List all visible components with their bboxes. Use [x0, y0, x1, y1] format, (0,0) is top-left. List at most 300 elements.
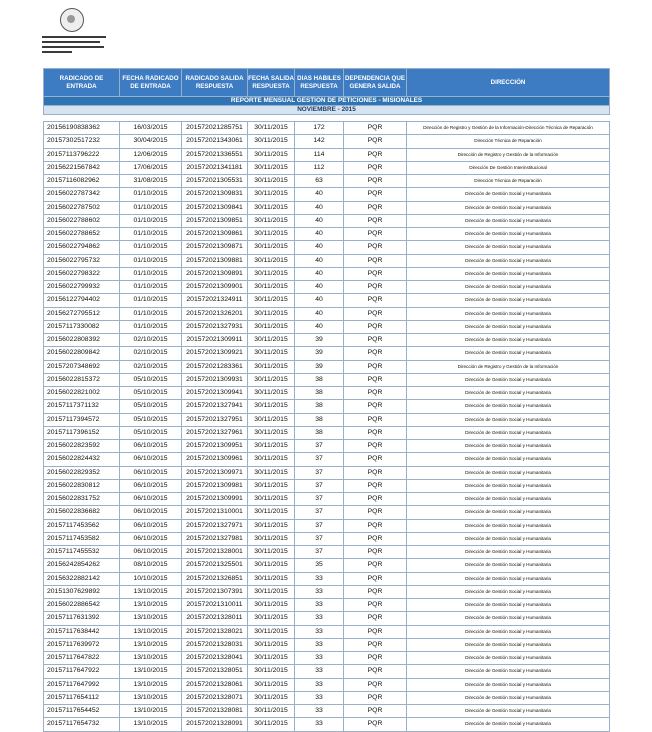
table-row	[44, 678, 610, 691]
cell-fecha-salida: 30/11/2015	[248, 334, 295, 347]
table-row	[44, 466, 610, 479]
table-row	[44, 307, 610, 320]
cell-dependencia: PQR	[344, 267, 407, 280]
cell-radicado-salida: 201572021309841	[182, 201, 248, 214]
cell-dias-habiles: 33	[295, 652, 344, 665]
cell-dependencia: PQR	[344, 652, 407, 665]
table-row	[44, 559, 610, 572]
cell-dias-habiles: 38	[295, 373, 344, 386]
cell-radicado-salida: 201572021309851	[182, 214, 248, 227]
table-row	[44, 572, 610, 585]
cell-direccion: Dirección de Gestión Social y Humanitaria	[407, 347, 610, 360]
cell-radicado-entrada: 20156022795732	[44, 254, 120, 267]
cell-radicado-salida: 201572021310001	[182, 506, 248, 519]
cell-radicado-entrada: 20157302517232	[44, 135, 120, 148]
cell-dependencia: PQR	[344, 347, 407, 360]
cell-dias-habiles: 172	[295, 122, 344, 135]
cell-fecha-radicado: 05/10/2015	[120, 387, 182, 400]
cell-fecha-salida: 30/11/2015	[248, 625, 295, 638]
cell-fecha-salida: 30/11/2015	[248, 506, 295, 519]
cell-radicado-entrada: 20157117396152	[44, 426, 120, 439]
cell-fecha-salida: 30/11/2015	[248, 373, 295, 386]
cell-dias-habiles: 33	[295, 572, 344, 585]
cell-fecha-salida: 30/11/2015	[248, 678, 295, 691]
cell-radicado-entrada: 20157117639972	[44, 638, 120, 651]
cell-radicado-salida: 201572021307391	[182, 585, 248, 598]
cell-radicado-salida: 201572021309991	[182, 493, 248, 506]
cell-direccion: Dirección Técnica de Reparación	[407, 175, 610, 188]
cell-dias-habiles: 63	[295, 175, 344, 188]
table-row	[44, 652, 610, 665]
report-title: REPORTE MENSUAL GESTION DE PETICIONES - MISIONALES	[44, 97, 610, 106]
cell-radicado-salida: 201572021309861	[182, 228, 248, 241]
cell-dias-habiles: 39	[295, 360, 344, 373]
cell-dias-habiles: 33	[295, 718, 344, 731]
cell-radicado-salida: 201572021328011	[182, 612, 248, 625]
cell-fecha-radicado: 06/10/2015	[120, 479, 182, 492]
table-header	[44, 69, 610, 97]
cell-radicado-entrada: 20157117654112	[44, 691, 120, 704]
table-row	[44, 625, 610, 638]
cell-fecha-salida: 30/11/2015	[248, 241, 295, 254]
col-radicado-entrada: RADICADO DE ENTRADA	[44, 69, 120, 97]
cell-radicado-entrada: 20156272795512	[44, 307, 120, 320]
cell-dependencia: PQR	[344, 214, 407, 227]
cell-dependencia: PQR	[344, 307, 407, 320]
cell-fecha-radicado: 06/10/2015	[120, 532, 182, 545]
cell-radicado-entrada: 20151307629892	[44, 585, 120, 598]
cell-direccion: Dirección de Gestión Social y Humanitaria	[407, 188, 610, 201]
cell-fecha-salida: 30/11/2015	[248, 652, 295, 665]
table-row	[44, 201, 610, 214]
cell-fecha-radicado: 10/10/2015	[120, 572, 182, 585]
report-table	[43, 68, 610, 732]
cell-radicado-entrada: 20156022824432	[44, 453, 120, 466]
table-row	[44, 188, 610, 201]
cell-radicado-salida: 201572021309941	[182, 387, 248, 400]
cell-fecha-radicado: 13/10/2015	[120, 638, 182, 651]
table-row	[44, 705, 610, 718]
cell-dias-habiles: 40	[295, 281, 344, 294]
cell-radicado-entrada: 20156242854262	[44, 559, 120, 572]
cell-direccion: Dirección de Gestión Social y Humanitaria	[407, 546, 610, 559]
cell-fecha-salida: 30/11/2015	[248, 519, 295, 532]
cell-fecha-radicado: 13/10/2015	[120, 718, 182, 731]
cell-fecha-radicado: 01/10/2015	[120, 188, 182, 201]
cell-dependencia: PQR	[344, 678, 407, 691]
cell-radicado-entrada: 20156221567842	[44, 161, 120, 174]
table-row	[44, 691, 610, 704]
cell-direccion: Dirección de Gestión Social y Humanitaria	[407, 652, 610, 665]
cell-radicado-entrada: 20156022815372	[44, 373, 120, 386]
cell-dias-habiles: 39	[295, 334, 344, 347]
cell-radicado-entrada: 20157117453582	[44, 532, 120, 545]
cell-dependencia: PQR	[344, 148, 407, 161]
cell-direccion: Dirección De Gestión Interinstitucional	[407, 161, 610, 174]
cell-fecha-salida: 30/11/2015	[248, 307, 295, 320]
cell-direccion: Dirección de Registro y Gestión de la Información	[407, 148, 610, 161]
table-row	[44, 585, 610, 598]
cell-dependencia: PQR	[344, 572, 407, 585]
cell-fecha-radicado: 13/10/2015	[120, 678, 182, 691]
cell-dias-habiles: 40	[295, 188, 344, 201]
cell-radicado-salida: 201572021327931	[182, 320, 248, 333]
cell-radicado-salida: 201572021309891	[182, 267, 248, 280]
cell-dependencia: PQR	[344, 201, 407, 214]
cell-dependencia: PQR	[344, 400, 407, 413]
cell-radicado-entrada: 20157117330082	[44, 320, 120, 333]
cell-dependencia: PQR	[344, 493, 407, 506]
table-row	[44, 479, 610, 492]
table-row	[44, 267, 610, 280]
cell-direccion: Dirección de Gestión Social y Humanitaria	[407, 625, 610, 638]
table-row	[44, 665, 610, 678]
cell-dias-habiles: 40	[295, 201, 344, 214]
cell-radicado-salida: 201572021285751	[182, 122, 248, 135]
cell-dependencia: PQR	[344, 161, 407, 174]
cell-fecha-salida: 30/11/2015	[248, 440, 295, 453]
table-row	[44, 347, 610, 360]
cell-fecha-salida: 30/11/2015	[248, 546, 295, 559]
cell-radicado-salida: 201572021328081	[182, 705, 248, 718]
cell-fecha-salida: 30/11/2015	[248, 572, 295, 585]
cell-dependencia: PQR	[344, 532, 407, 545]
cell-fecha-salida: 30/11/2015	[248, 691, 295, 704]
cell-direccion: Dirección de Gestión Social y Humanitaria	[407, 678, 610, 691]
cell-fecha-radicado: 16/03/2015	[120, 122, 182, 135]
cell-direccion: Dirección de Gestión Social y Humanitaria	[407, 241, 610, 254]
cell-direccion: Dirección de Gestión Social y Humanitaria	[407, 665, 610, 678]
cell-dias-habiles: 37	[295, 493, 344, 506]
cell-fecha-radicado: 30/04/2015	[120, 135, 182, 148]
cell-dependencia: PQR	[344, 453, 407, 466]
cell-radicado-salida: 201572021309921	[182, 347, 248, 360]
cell-fecha-salida: 30/11/2015	[248, 214, 295, 227]
cell-direccion: Dirección de Gestión Social y Humanitaria	[407, 559, 610, 572]
cell-fecha-radicado: 13/10/2015	[120, 665, 182, 678]
cell-dias-habiles: 38	[295, 413, 344, 426]
cell-radicado-entrada: 20156022821002	[44, 387, 120, 400]
cell-dependencia: PQR	[344, 294, 407, 307]
cell-radicado-entrada: 20156022788652	[44, 228, 120, 241]
table-row	[44, 426, 610, 439]
cell-radicado-salida: 201572021327961	[182, 426, 248, 439]
cell-direccion: Dirección de Gestión Social y Humanitaria	[407, 519, 610, 532]
table-row	[44, 241, 610, 254]
cell-direccion: Dirección de Gestión Social y Humanitaria	[407, 294, 610, 307]
cell-dependencia: PQR	[344, 718, 407, 731]
coat-of-arms-icon	[60, 8, 84, 32]
cell-direccion: Dirección de Gestión Social y Humanitaria	[407, 281, 610, 294]
cell-direccion: Dirección de Gestión Social y Humanitaria	[407, 705, 610, 718]
table-row	[44, 320, 610, 333]
cell-dependencia: PQR	[344, 466, 407, 479]
cell-fecha-radicado: 08/10/2015	[120, 559, 182, 572]
cell-fecha-radicado: 13/10/2015	[120, 599, 182, 612]
cell-fecha-salida: 30/11/2015	[248, 532, 295, 545]
cell-dias-habiles: 37	[295, 532, 344, 545]
cell-radicado-salida: 201572021309901	[182, 281, 248, 294]
cell-fecha-salida: 30/11/2015	[248, 320, 295, 333]
cell-fecha-salida: 30/11/2015	[248, 347, 295, 360]
cell-dias-habiles: 37	[295, 466, 344, 479]
cell-radicado-entrada: 20157113796222	[44, 148, 120, 161]
cell-fecha-radicado: 13/10/2015	[120, 625, 182, 638]
cell-dias-habiles: 40	[295, 241, 344, 254]
cell-fecha-radicado: 02/10/2015	[120, 347, 182, 360]
cell-radicado-salida: 201572021336551	[182, 148, 248, 161]
cell-radicado-salida: 201572021324911	[182, 294, 248, 307]
cell-direccion: Dirección de Gestión Social y Humanitaria	[407, 718, 610, 731]
cell-fecha-salida: 30/11/2015	[248, 638, 295, 651]
cell-radicado-entrada: 20157117647992	[44, 678, 120, 691]
cell-dependencia: PQR	[344, 373, 407, 386]
cell-fecha-radicado: 06/10/2015	[120, 546, 182, 559]
cell-fecha-radicado: 01/10/2015	[120, 281, 182, 294]
cell-dias-habiles: 33	[295, 625, 344, 638]
cell-direccion: Dirección de Gestión Social y Humanitaria	[407, 453, 610, 466]
cell-fecha-radicado: 05/10/2015	[120, 373, 182, 386]
cell-dependencia: PQR	[344, 519, 407, 532]
cell-radicado-salida: 201572021341181	[182, 161, 248, 174]
cell-fecha-radicado: 02/10/2015	[120, 360, 182, 373]
cell-dependencia: PQR	[344, 254, 407, 267]
cell-dependencia: PQR	[344, 175, 407, 188]
table-row	[44, 400, 610, 413]
cell-direccion: Dirección de Gestión Social y Humanitaria	[407, 400, 610, 413]
cell-fecha-salida: 30/11/2015	[248, 135, 295, 148]
cell-fecha-radicado: 17/06/2015	[120, 161, 182, 174]
cell-direccion: Dirección de Gestión Social y Humanitaria	[407, 638, 610, 651]
cell-fecha-radicado: 01/10/2015	[120, 201, 182, 214]
cell-radicado-salida: 201572021328061	[182, 678, 248, 691]
cell-direccion: Dirección de Gestión Social y Humanitaria	[407, 599, 610, 612]
cell-direccion: Dirección de Gestión Social y Humanitaria	[407, 493, 610, 506]
cell-radicado-entrada: 20157117647822	[44, 652, 120, 665]
cell-dependencia: PQR	[344, 188, 407, 201]
cell-dependencia: PQR	[344, 413, 407, 426]
cell-direccion: Dirección de Gestión Social y Humanitaria	[407, 214, 610, 227]
cell-fecha-radicado: 05/10/2015	[120, 413, 182, 426]
cell-fecha-radicado: 06/10/2015	[120, 519, 182, 532]
cell-direccion: Dirección de Gestión Social y Humanitaria	[407, 612, 610, 625]
cell-dias-habiles: 38	[295, 400, 344, 413]
cell-radicado-entrada: 20157117631392	[44, 612, 120, 625]
table-row	[44, 175, 610, 188]
cell-direccion: Dirección de Gestión Social y Humanitaria	[407, 307, 610, 320]
cell-dependencia: PQR	[344, 479, 407, 492]
cell-fecha-salida: 30/11/2015	[248, 148, 295, 161]
cell-fecha-radicado: 06/10/2015	[120, 466, 182, 479]
cell-dependencia: PQR	[344, 426, 407, 439]
cell-fecha-radicado: 06/10/2015	[120, 506, 182, 519]
col-direccion: DIRECCIÓN	[407, 69, 610, 97]
cell-fecha-salida: 30/11/2015	[248, 585, 295, 598]
cell-fecha-salida: 30/11/2015	[248, 294, 295, 307]
cell-dias-habiles: 33	[295, 612, 344, 625]
cell-radicado-salida: 201572021283361	[182, 360, 248, 373]
cell-dias-habiles: 33	[295, 665, 344, 678]
cell-radicado-entrada: 20156022799932	[44, 281, 120, 294]
cell-radicado-salida: 201572021326851	[182, 572, 248, 585]
cell-dependencia: PQR	[344, 281, 407, 294]
table-row	[44, 334, 610, 347]
table-row	[44, 281, 610, 294]
table-row	[44, 373, 610, 386]
col-radicado-salida: RADICADO SALIDA RESPUESTA	[182, 69, 248, 97]
cell-fecha-radicado: 01/10/2015	[120, 254, 182, 267]
cell-direccion: Dirección de Gestión Social y Humanitaria	[407, 585, 610, 598]
cell-dias-habiles: 37	[295, 479, 344, 492]
cell-radicado-salida: 201572021310011	[182, 599, 248, 612]
cell-dependencia: PQR	[344, 585, 407, 598]
cell-dias-habiles: 112	[295, 161, 344, 174]
cell-fecha-salida: 30/11/2015	[248, 718, 295, 731]
cell-dias-habiles: 38	[295, 387, 344, 400]
cell-dependencia: PQR	[344, 625, 407, 638]
cell-radicado-salida: 201572021328021	[182, 625, 248, 638]
cell-dias-habiles: 142	[295, 135, 344, 148]
cell-direccion: Dirección de Registro y Gestión de la Información	[407, 360, 610, 373]
report-sheet	[43, 68, 609, 732]
cell-dependencia: PQR	[344, 241, 407, 254]
cell-radicado-entrada: 20157117453562	[44, 519, 120, 532]
cell-fecha-salida: 30/11/2015	[248, 400, 295, 413]
cell-dias-habiles: 40	[295, 214, 344, 227]
cell-direccion: Dirección de Registro y Gestión de la Información-Dirección Técnica de Reparación	[407, 122, 610, 135]
cell-radicado-entrada: 20156022787342	[44, 188, 120, 201]
cell-fecha-salida: 30/11/2015	[248, 281, 295, 294]
cell-dependencia: PQR	[344, 638, 407, 651]
institution-logo	[36, 8, 114, 62]
cell-dependencia: PQR	[344, 122, 407, 135]
cell-radicado-entrada: 20157117371132	[44, 400, 120, 413]
table-row	[44, 254, 610, 267]
table-row	[44, 519, 610, 532]
table-row	[44, 135, 610, 148]
cell-fecha-radicado: 02/10/2015	[120, 334, 182, 347]
cell-radicado-entrada: 20157117394572	[44, 413, 120, 426]
cell-fecha-radicado: 06/10/2015	[120, 493, 182, 506]
table-row	[44, 493, 610, 506]
cell-dependencia: PQR	[344, 135, 407, 148]
cell-fecha-salida: 30/11/2015	[248, 188, 295, 201]
table-row	[44, 718, 610, 731]
cell-fecha-radicado: 12/06/2015	[120, 148, 182, 161]
cell-fecha-radicado: 01/10/2015	[120, 307, 182, 320]
cell-dias-habiles: 38	[295, 426, 344, 439]
cell-radicado-salida: 201572021328041	[182, 652, 248, 665]
table-row	[44, 453, 610, 466]
table-row	[44, 599, 610, 612]
cell-dias-habiles: 33	[295, 691, 344, 704]
report-period: NOVIEMBRE - 2015	[44, 106, 610, 115]
cell-radicado-salida: 201572021309831	[182, 188, 248, 201]
cell-fecha-radicado: 01/10/2015	[120, 241, 182, 254]
cell-fecha-radicado: 05/10/2015	[120, 426, 182, 439]
cell-direccion: Dirección de Gestión Social y Humanitaria	[407, 387, 610, 400]
cell-radicado-entrada: 20156022831752	[44, 493, 120, 506]
table-row	[44, 413, 610, 426]
cell-dias-habiles: 35	[295, 559, 344, 572]
cell-radicado-salida: 201572021328051	[182, 665, 248, 678]
cell-radicado-salida: 201572021328071	[182, 691, 248, 704]
cell-fecha-radicado: 01/10/2015	[120, 214, 182, 227]
cell-radicado-entrada: 20156190838362	[44, 122, 120, 135]
table-row	[44, 638, 610, 651]
cell-dependencia: PQR	[344, 665, 407, 678]
cell-dependencia: PQR	[344, 320, 407, 333]
cell-radicado-salida: 201572021327941	[182, 400, 248, 413]
cell-direccion: Dirección de Gestión Social y Humanitaria	[407, 267, 610, 280]
cell-radicado-entrada: 20156022830812	[44, 479, 120, 492]
cell-fecha-radicado: 01/10/2015	[120, 294, 182, 307]
cell-radicado-entrada: 20156122794402	[44, 294, 120, 307]
cell-direccion: Dirección de Gestión Social y Humanitaria	[407, 691, 610, 704]
cell-dias-habiles: 37	[295, 519, 344, 532]
cell-fecha-radicado: 01/10/2015	[120, 267, 182, 280]
table-row	[44, 546, 610, 559]
cell-radicado-salida: 201572021305531	[182, 175, 248, 188]
cell-radicado-salida: 201572021309931	[182, 373, 248, 386]
cell-fecha-radicado: 06/10/2015	[120, 440, 182, 453]
cell-radicado-salida: 201572021309981	[182, 479, 248, 492]
cell-radicado-entrada: 20156022788602	[44, 214, 120, 227]
cell-fecha-salida: 30/11/2015	[248, 228, 295, 241]
cell-dias-habiles: 40	[295, 320, 344, 333]
cell-dias-habiles: 40	[295, 267, 344, 280]
cell-radicado-entrada: 20156022823592	[44, 440, 120, 453]
cell-fecha-salida: 30/11/2015	[248, 360, 295, 373]
cell-radicado-entrada: 20157116082962	[44, 175, 120, 188]
cell-dias-habiles: 40	[295, 254, 344, 267]
cell-fecha-salida: 30/11/2015	[248, 705, 295, 718]
cell-dependencia: PQR	[344, 691, 407, 704]
cell-direccion: Dirección de Gestión Social y Humanitaria	[407, 228, 610, 241]
cell-fecha-radicado: 01/10/2015	[120, 320, 182, 333]
table-row	[44, 360, 610, 373]
cell-radicado-salida: 201572021328091	[182, 718, 248, 731]
table-row	[44, 387, 610, 400]
cell-direccion: Dirección de Gestión Social y Humanitaria	[407, 532, 610, 545]
cell-radicado-entrada: 20157207348692	[44, 360, 120, 373]
cell-direccion: Dirección de Gestión Social y Humanitaria	[407, 466, 610, 479]
cell-fecha-salida: 30/11/2015	[248, 175, 295, 188]
cell-fecha-radicado: 13/10/2015	[120, 691, 182, 704]
cell-dias-habiles: 33	[295, 678, 344, 691]
cell-dias-habiles: 37	[295, 506, 344, 519]
cell-fecha-radicado: 06/10/2015	[120, 453, 182, 466]
cell-dependencia: PQR	[344, 546, 407, 559]
cell-fecha-salida: 30/11/2015	[248, 599, 295, 612]
cell-radicado-entrada: 20156022886542	[44, 599, 120, 612]
table-row	[44, 161, 610, 174]
cell-fecha-salida: 30/11/2015	[248, 267, 295, 280]
cell-radicado-salida: 201572021327981	[182, 532, 248, 545]
cell-fecha-radicado: 13/10/2015	[120, 585, 182, 598]
table-row	[44, 122, 610, 135]
cell-direccion: Dirección de Gestión Social y Humanitaria	[407, 440, 610, 453]
cell-radicado-salida: 201572021327951	[182, 413, 248, 426]
cell-fecha-radicado: 13/10/2015	[120, 652, 182, 665]
cell-dependencia: PQR	[344, 612, 407, 625]
col-fecha-salida: FECHA SALIDA RESPUESTA	[248, 69, 295, 97]
cell-fecha-salida: 30/11/2015	[248, 479, 295, 492]
cell-radicado-salida: 201572021328031	[182, 638, 248, 651]
cell-direccion: Dirección de Gestión Social y Humanitaria	[407, 201, 610, 214]
cell-radicado-entrada: 20157117654452	[44, 705, 120, 718]
cell-dependencia: PQR	[344, 334, 407, 347]
